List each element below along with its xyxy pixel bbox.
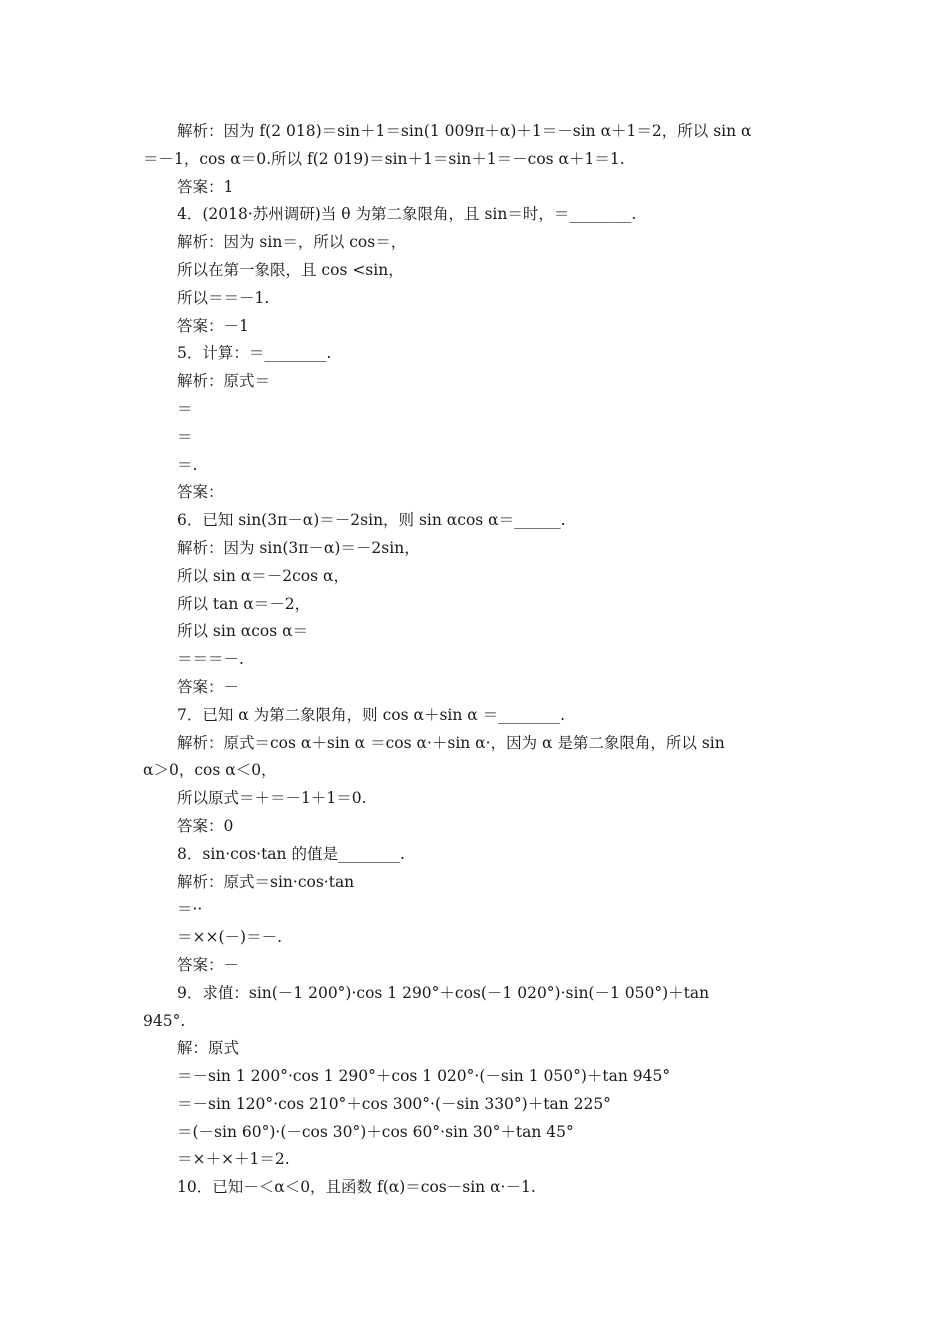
text-line: ＝＝＝－. bbox=[177, 650, 244, 669]
text-line: 解析：因为 sin＝，所以 cos＝， bbox=[177, 233, 407, 252]
text-line: 所以 sin αcos α＝ bbox=[177, 622, 309, 641]
answer-line: 答案：－ bbox=[177, 677, 240, 696]
text-line: ＝－sin 1 200°·cos 1 290°＋cos 1 020°·(－sin 1 050°)＋tan 945° bbox=[177, 1067, 671, 1086]
question-7: 7．已知 α 为第二象限角，则 cos α＋sin α ＝________. bbox=[177, 705, 566, 724]
answer-line: 答案：1 bbox=[177, 177, 234, 196]
question-8: 8．sin·cos·tan 的值是________. bbox=[177, 844, 405, 863]
text-line: ＝××(－)＝－. bbox=[177, 928, 282, 947]
answer-line: 答案：－ bbox=[177, 955, 240, 974]
text-line: 解析：因为 f(2 018)＝sin＋1＝sin(1 009π＋α)＋1＝－sin α＋1＝2，所以 sin α bbox=[177, 122, 752, 140]
text-line: ＝. bbox=[177, 455, 198, 474]
text-line: 解析：因为 sin(3π－α)＝－2sin， bbox=[177, 538, 420, 557]
question-5: 5．计算：＝________. bbox=[177, 344, 332, 363]
text-line: 所以原式＝＋＝－1＋1＝0. bbox=[177, 789, 367, 808]
text-line: ＝·· bbox=[177, 900, 203, 919]
question-10: 10．已知－＜α＜0，且函数 f(α)＝cos－sin α·－1. bbox=[177, 1178, 536, 1197]
answer-line: 答案： bbox=[177, 483, 224, 502]
text-line: 解析：原式＝ bbox=[177, 372, 271, 391]
text-line: ＝－1，cos α＝0.所以 f(2 019)＝sin＋1＝sin＋1＝－cos α＋1＝1. bbox=[143, 149, 625, 168]
text-line: ＝ bbox=[177, 399, 193, 418]
text-line: 所以 sin α＝－2cos α， bbox=[177, 566, 349, 585]
text-line: ＝ bbox=[177, 427, 193, 446]
text-line: 解：原式 bbox=[177, 1039, 240, 1058]
text-line: 所以 tan α＝－2， bbox=[177, 594, 311, 613]
answer-line: 答案：0 bbox=[177, 816, 234, 835]
text-line: ＝(－sin 60°)·(－cos 30°)＋cos 60°·sin 30°＋tan 45° bbox=[177, 1122, 574, 1141]
text-line: α＞0，cos α＜0， bbox=[143, 761, 277, 780]
text-line: ＝－sin 120°·cos 210°＋cos 300°·(－sin 330°)＋tan 225° bbox=[177, 1094, 611, 1113]
question-6: 6．已知 sin(3π－α)＝－2sin，则 sin αcos α＝______. bbox=[177, 511, 566, 530]
answer-line: 答案：－1 bbox=[177, 316, 249, 335]
text-line: 所以在第一象限，且 cos <sin， bbox=[177, 260, 404, 279]
question-4: 4．(2018·苏州调研)当 θ 为第二象限角，且 sin＝时，＝________. bbox=[177, 205, 637, 224]
text-line: 解析：原式＝sin·cos·tan bbox=[177, 872, 355, 891]
document-body bbox=[143, 118, 823, 1202]
text-line: 945°. bbox=[143, 1011, 186, 1030]
question-9: 9．求值：sin(－1 200°)·cos 1 290°＋cos(－1 020°)·sin(－1 050°)＋tan bbox=[177, 983, 710, 1002]
text-line: 所以＝＝－1. bbox=[177, 288, 270, 307]
text-line: 解析：原式＝cos α＋sin α ＝cos α·＋sin α·，因为 α 是第二象限角，所以 sin bbox=[177, 733, 725, 752]
text-line: ＝×＋×＋1＝2. bbox=[177, 1150, 290, 1169]
